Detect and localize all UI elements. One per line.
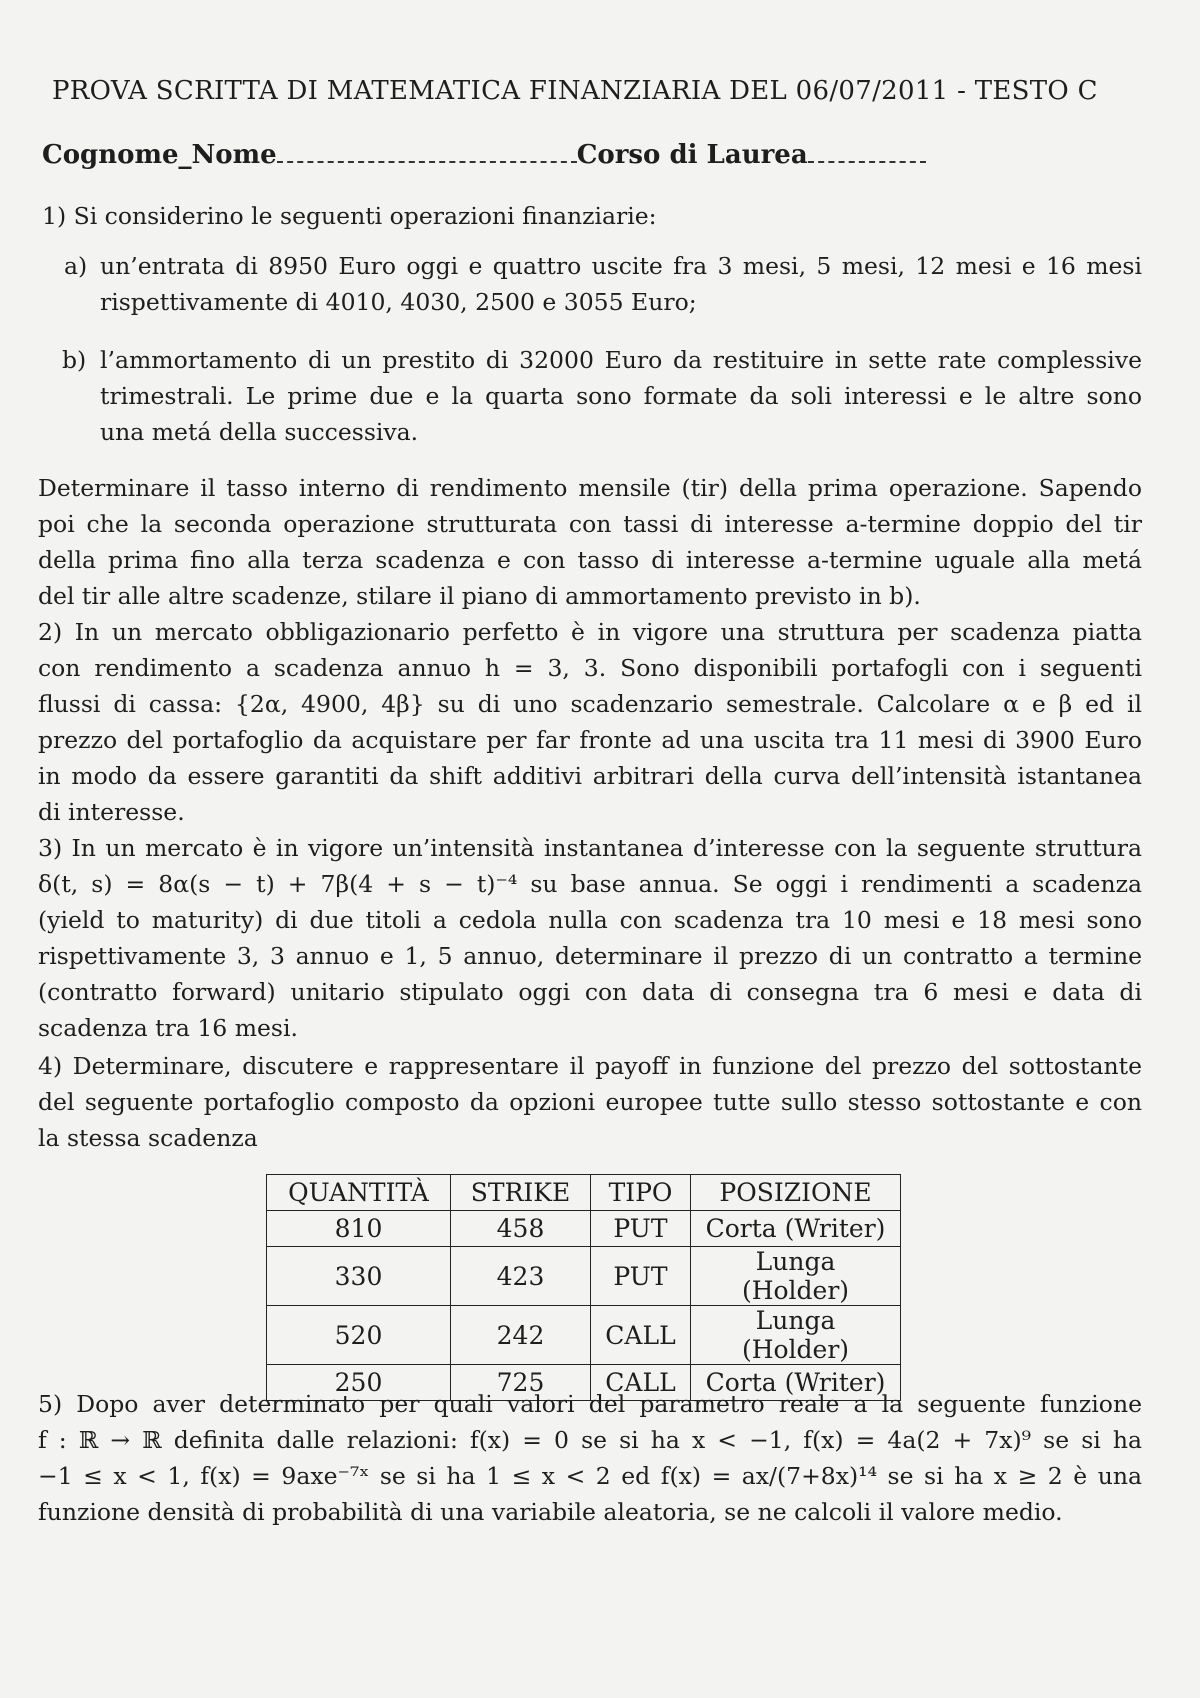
ex4-text — [38, 1048, 1142, 1156]
ex3-line: scadenza tra 16 mesi. — [38, 1014, 298, 1042]
ex4-line: la stessa scadenza — [38, 1124, 258, 1152]
ex2-line: 2) In un mercato obbligazionario perfetto è in vigore una struttura per scadenza piatta — [38, 618, 1142, 646]
cell-quantity: 810 — [267, 1211, 451, 1247]
cell-strike: 423 — [451, 1247, 591, 1306]
cell-quantity: 330 — [267, 1247, 451, 1306]
cell-position: Lunga (Holder) — [691, 1306, 901, 1365]
cell-position: Corta (Writer) — [691, 1365, 901, 1401]
ex3-text — [38, 830, 1142, 1046]
cell-strike: 725 — [451, 1365, 591, 1401]
table-header-row — [267, 1175, 901, 1211]
ex5-line: funzione densità di probabilità di una variabile aleatoria, se ne calcoli il valore medio. — [38, 1498, 1063, 1526]
ex1-a-line: un’entrata di 8950 Euro oggi e quattro uscite fra 3 mesi, 5 mesi, 12 mesi e 16 mesi — [100, 252, 1142, 280]
cell-position: Lunga (Holder) — [691, 1247, 901, 1306]
ex1-task-line: poi che la seconda operazione strutturata con tassi di interesse a-termine doppio del tir — [38, 510, 1142, 538]
ex1-item-b — [100, 342, 1142, 450]
cell-type: CALL — [591, 1306, 691, 1365]
cell-strike: 458 — [451, 1211, 591, 1247]
ex2-line: in modo da essere garantiti da shift additivi arbitrari della curva dell’intensità istantanea — [38, 762, 1142, 790]
student-info-line — [42, 140, 926, 170]
ex1-a-line: rispettivamente di 4010, 4030, 2500 e 3055 Euro; — [100, 288, 697, 316]
ex1-b-line: trimestrali. Le prime due e la quarta sono formate da soli interessi e le altre sono — [100, 382, 1142, 410]
ex1-b-line: l’ammortamento di un prestito di 32000 Euro da restituire in sette rate complessive — [100, 346, 1142, 374]
ex5-line: −1 ≤ x < 1, f(x) = 9axe⁻⁷ˣ se si ha 1 ≤ x < 2 ed f(x) = ax/(7+8x)¹⁴ se si ha x ≥ 2 è una — [38, 1462, 1142, 1490]
ex1-task-line: Determinare il tasso interno di rendimento mensile (tir) della prima operazione. Sapendo — [38, 474, 1142, 502]
ex5-line: 5) Dopo aver determinato per quali valori del parametro reale a la seguente funzione — [38, 1390, 1142, 1418]
cell-type: PUT — [591, 1247, 691, 1306]
ex4-line: del seguente portafoglio composto da opzioni europee tutte sullo stesso sottostante e con — [38, 1088, 1142, 1116]
ex1-b-line: una metá della successiva. — [100, 418, 419, 446]
ex2-line: flussi di cassa: {2α, 4900, 4β} su di uno scadenzario semestrale. Calcolare α e β ed il — [38, 690, 1142, 718]
ex5-line: f : ℝ → ℝ definita dalle relazioni: f(x) = 0 se si ha x < −1, f(x) = 4a(2 + 7x)⁹ se si ha — [38, 1426, 1142, 1454]
course-label: Corso di Laurea — [576, 140, 808, 170]
name-label: Cognome_Nome — [42, 140, 277, 170]
ex1-a-label: a) — [64, 252, 88, 280]
ex2-line: di interesse. — [38, 798, 185, 826]
col-header-strike: STRIKE — [451, 1175, 591, 1211]
cell-type: CALL — [591, 1365, 691, 1401]
table-row — [267, 1306, 901, 1365]
course-blank[interactable] — [808, 143, 926, 163]
ex1-intro: 1) Si considerino le seguenti operazioni finanziarie: — [42, 202, 657, 230]
ex3-line: (yield to maturity) di due titoli a cedola nulla con scadenza tra 10 mesi e 18 mesi sono — [38, 906, 1142, 934]
ex1-task — [38, 470, 1142, 614]
ex2-line: con rendimento a scadenza annuo h = 3, 3. Sono disponibili portafogli con i seguenti — [38, 654, 1142, 682]
cell-quantity: 250 — [267, 1365, 451, 1401]
exam-title: PROVA SCRITTA DI MATEMATICA FINANZIARIA DEL 06/07/2011 - TESTO C — [52, 76, 1098, 106]
cell-type: PUT — [591, 1211, 691, 1247]
ex4-line: 4) Determinare, discutere e rappresentare il payoff in funzione del prezzo del sottostante — [38, 1052, 1142, 1080]
ex3-line: rispettivamente 3, 3 annuo e 1, 5 annuo, determinare il prezzo di un contratto a termine — [38, 942, 1142, 970]
ex1-task-line: della prima fino alla terza scadenza e con tasso di interesse a-termine uguale alla metá — [38, 546, 1142, 574]
table-row — [267, 1211, 901, 1247]
ex2-line: prezzo del portafoglio da acquistare per far fronte ad una uscita tra 11 mesi di 3900 Euro — [38, 726, 1142, 754]
col-header-quantity: QUANTITÀ — [267, 1175, 451, 1211]
ex1-item-a — [100, 248, 1142, 320]
ex3-line: (contratto forward) unitario stipulato oggi con data di consegna tra 6 mesi e data di — [38, 978, 1142, 1006]
cell-position: Corta (Writer) — [691, 1211, 901, 1247]
col-header-type: TIPO — [591, 1175, 691, 1211]
ex1-task-line: del tir alle altre scadenze, stilare il piano di ammortamento previsto in b). — [38, 582, 921, 610]
cell-strike: 242 — [451, 1306, 591, 1365]
ex3-line: 3) In un mercato è in vigore un’intensità instantanea d’interesse con la seguente struttura — [38, 834, 1142, 862]
ex1-b-label: b) — [62, 346, 87, 374]
cell-quantity: 520 — [267, 1306, 451, 1365]
ex5-text — [38, 1386, 1142, 1530]
options-table — [266, 1174, 901, 1401]
col-header-position: POSIZIONE — [691, 1175, 901, 1211]
name-blank[interactable] — [277, 143, 577, 163]
table-row — [267, 1247, 901, 1306]
ex2-text — [38, 614, 1142, 830]
ex3-line: δ(t, s) = 8α(s − t) + 7β(4 + s − t)⁻⁴ su base annua. Se oggi i rendimenti a scadenza — [38, 870, 1142, 898]
